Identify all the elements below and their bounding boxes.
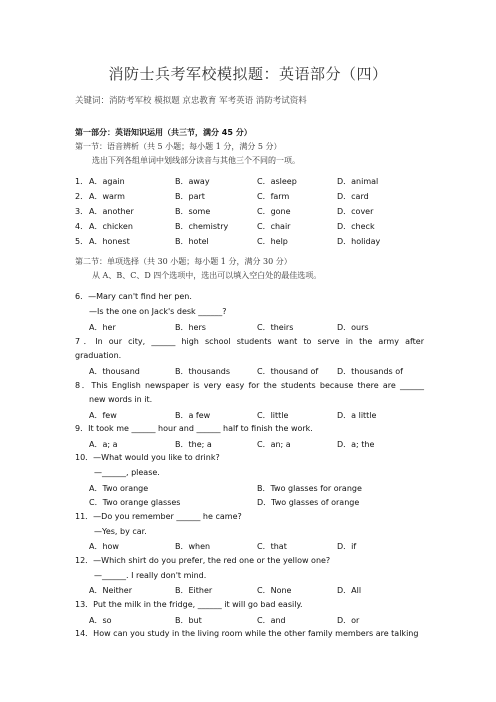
option-a: A．a; a (89, 440, 118, 449)
option-d: D．animal (337, 177, 379, 186)
section1-heading: 第一节：语音辨析（共 5 小题；每小题 1 分，满分 5 分） (75, 142, 282, 151)
option-d: D．a little (337, 411, 377, 420)
question-text: —Yes, by car. (94, 527, 147, 536)
section1-instruction: 选出下列各组单词中划线部分读音与其他三个不同的一项。 (92, 156, 300, 165)
option-b: B．the; a (175, 440, 212, 449)
option-b: B．but (175, 616, 202, 625)
option-b: B．away (175, 177, 210, 186)
question-text: 12．—Which shirt do you prefer, the red one or the yellow one? (75, 556, 331, 565)
question-row (75, 236, 455, 248)
option-c: C．help (257, 237, 288, 246)
question-text: graduation. (75, 351, 122, 360)
question-number: 1． (75, 177, 89, 186)
option-b: B．some (175, 207, 211, 216)
option-b: B．thousands (175, 367, 231, 376)
options-row (75, 410, 455, 422)
option-c: C．an; a (257, 440, 291, 449)
options-row (75, 585, 455, 597)
option-c: C．theirs (257, 323, 294, 332)
question-text: 14．How can you study in the living room while the other family members are talking (75, 629, 419, 638)
options-row (75, 541, 455, 553)
question-text: 13．Put the milk in the fridge, ______ it will go bad easily. (75, 600, 303, 609)
part1-heading: 第一部分：英语知识运用（共三节，满分 45 分） (75, 128, 252, 137)
question-text: 8．This English newspaper is very easy for the students because there are ______ (75, 381, 424, 390)
option-d: D．if (337, 542, 357, 551)
option-b: B．a few (175, 411, 211, 420)
option-a: A．chicken (89, 222, 133, 231)
section2-instruction: 从 A、B、C、D 四个选项中，选出可以填入空白处的最佳选项。 (92, 271, 322, 280)
option-c: C．and (257, 616, 286, 625)
document-title: 消防士兵考军校模拟题：英语部分（四） (108, 65, 388, 83)
options-row (75, 615, 455, 627)
option-b: B．hotel (175, 237, 209, 246)
option-a: A．thousand (89, 367, 140, 376)
question-number: 2． (75, 192, 89, 201)
question-row (75, 191, 455, 203)
option-a: A．Two orange (89, 484, 149, 493)
question-text: 7．In our city, ______ high school students want to serve in the army after (75, 337, 424, 346)
option-a: A．warm (89, 192, 125, 201)
question-text: 6．—Mary can't find her pen. (75, 292, 192, 301)
options-row (75, 483, 455, 495)
question-row (75, 221, 455, 233)
question-text: 10．—What would you like to drink? (75, 453, 220, 462)
question-text: new words in it. (89, 395, 153, 404)
option-c: C．asleep (257, 177, 297, 186)
option-d: D．Two glasses of orange (257, 498, 360, 507)
options-row (75, 366, 455, 378)
question-number: 5． (75, 237, 89, 246)
option-a: A．few (89, 411, 117, 420)
options-row (75, 439, 455, 451)
question-row (75, 176, 455, 188)
option-c: C．thousand of (257, 367, 319, 376)
option-d: D．ours (337, 323, 369, 332)
option-d: D．holiday (337, 237, 381, 246)
option-a: A．again (89, 177, 125, 186)
option-c: C．Two orange glasses (89, 498, 181, 507)
option-d: D．check (337, 222, 375, 231)
question-text: —Is the one on Jack's desk ______? (89, 307, 227, 316)
option-c: C．gone (257, 207, 291, 216)
question-text: 11．—Do you remember ______ he came? (75, 512, 242, 521)
keywords-line: 关键词：消防考军校 模拟题 京忠教育 军考英语 消防考试资料 (75, 96, 307, 106)
option-a: A．her (89, 323, 116, 332)
question-row (75, 206, 455, 218)
option-b: B．Two glasses for orange (257, 484, 362, 493)
option-d: D．card (337, 192, 369, 201)
option-b: B．part (175, 192, 205, 201)
option-c: C．farm (257, 192, 290, 201)
option-c: C．little (257, 411, 289, 420)
option-a: A．honest (89, 237, 130, 246)
question-number: 4． (75, 222, 89, 231)
option-b: B．hers (175, 323, 206, 332)
question-number: 3． (75, 207, 89, 216)
option-b: B．Either (175, 586, 213, 595)
question-text: —______, please. (94, 468, 160, 477)
option-c: C．that (257, 542, 287, 551)
option-c: C．None (257, 586, 292, 595)
options-row (75, 497, 455, 509)
option-a: A．so (89, 616, 112, 625)
question-text: 9．It took me ______ hour and ______ half to finish the work. (75, 424, 313, 433)
option-b: B．when (175, 542, 211, 551)
options-row (75, 322, 455, 334)
option-d: D．or (337, 616, 360, 625)
option-a: A．another (89, 207, 134, 216)
option-d: D．All (337, 586, 362, 595)
option-a: A．Neither (89, 586, 133, 595)
option-b: B．chemistry (175, 222, 229, 231)
section2-heading: 第二节：单项选择（共 30 小题；每小题 1 分，满分 30 分） (75, 257, 292, 266)
option-d: D．cover (337, 207, 374, 216)
option-d: D．thousands of (337, 367, 403, 376)
option-a: A．how (89, 542, 119, 551)
question-text: —______. I really don't mind. (94, 571, 207, 580)
option-d: D．a; the (337, 440, 375, 449)
option-c: C．chair (257, 222, 291, 231)
